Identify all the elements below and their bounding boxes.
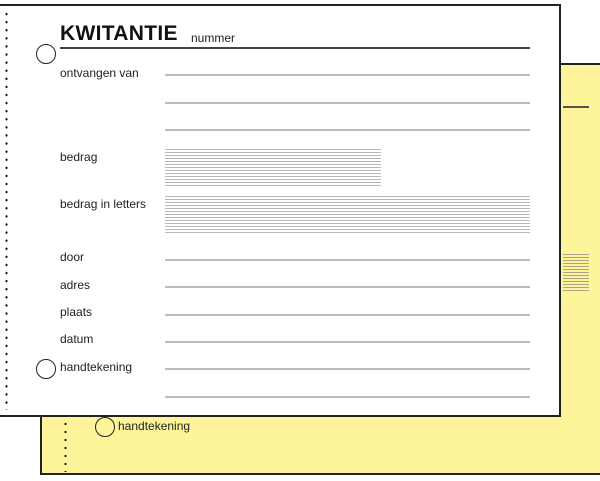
amount-field[interactable] (165, 149, 381, 186)
punch-hole-icon (36, 44, 56, 64)
received-from-field[interactable] (165, 74, 530, 76)
receipt-title: KWITANTIE (60, 22, 178, 45)
signature-field[interactable] (165, 368, 530, 370)
perforation-line (5, 10, 8, 410)
copy-perforation (64, 420, 67, 472)
copy-amount-hatch (563, 254, 589, 291)
address-field[interactable] (165, 286, 530, 288)
amount-in-letters-field[interactable] (165, 196, 530, 234)
amount-in-letters-label: bedrag in letters (60, 197, 147, 211)
date-field[interactable] (165, 341, 530, 343)
received-from-label: ontvangen van (60, 66, 139, 80)
by-field[interactable] (165, 259, 530, 261)
address-label: adres (60, 278, 91, 292)
by-label: door (60, 250, 85, 264)
amount-label: bedrag (60, 150, 98, 164)
signature-field-line-2[interactable] (165, 396, 530, 398)
number-label: nummer (191, 31, 236, 45)
copy-title-rule (563, 106, 589, 108)
number-field[interactable] (60, 47, 530, 49)
punch-hole-icon (36, 359, 56, 379)
signature-label: handtekening (60, 360, 133, 374)
copy-punch-hole-icon (95, 417, 115, 437)
place-label: plaats (60, 305, 93, 319)
date-label: datum (60, 332, 94, 346)
copy-signature-label: handtekening (118, 419, 191, 433)
received-from-field-line-3[interactable] (165, 129, 530, 131)
place-field[interactable] (165, 314, 530, 316)
received-from-field-line-2[interactable] (165, 102, 530, 104)
